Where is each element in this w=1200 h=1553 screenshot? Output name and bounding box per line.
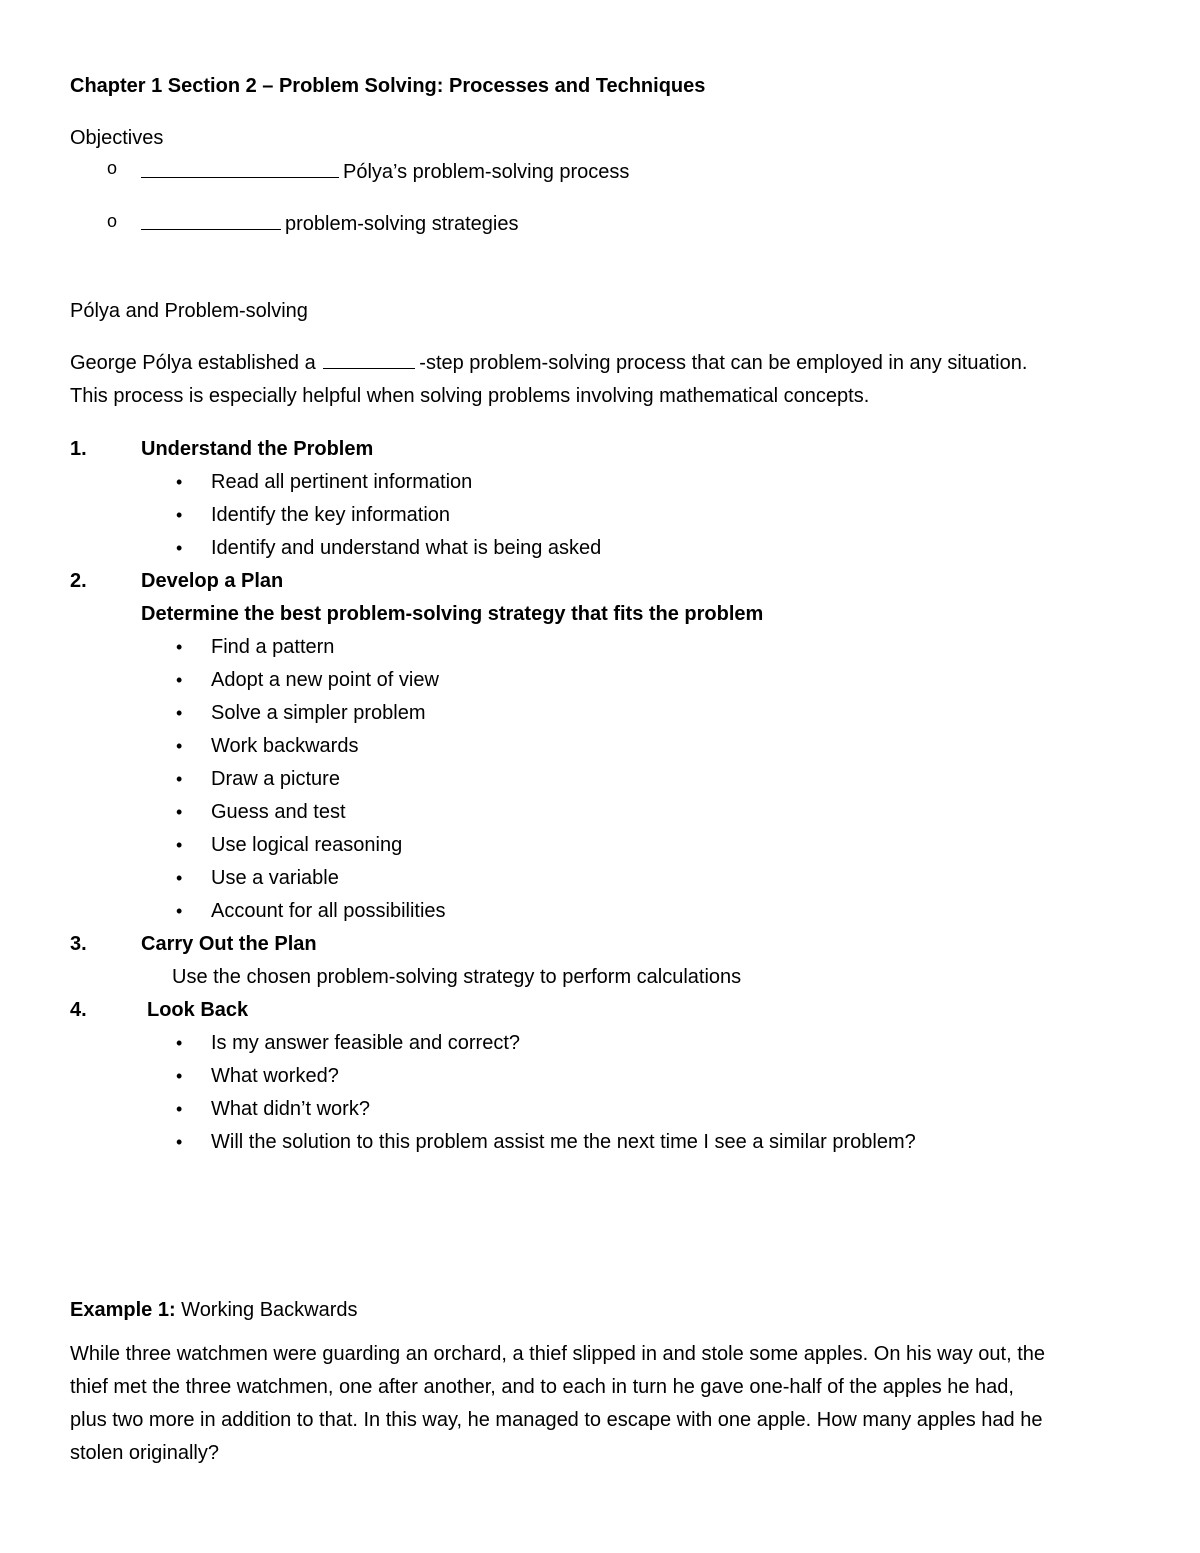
step-number: 3. xyxy=(70,933,87,955)
step-subtitle: Determine the best problem-solving strategy that fits the problem xyxy=(141,603,764,625)
objective-marker: o xyxy=(107,158,118,178)
objectives-heading: Objectives xyxy=(70,127,164,149)
example-text-line: thief met the three watchmen, one after another, and to each in turn he gave one-half of the apples he had, xyxy=(70,1376,1014,1398)
example-label: Example 1: xyxy=(70,1299,176,1321)
list-item: Identify and understand what is being asked xyxy=(211,537,602,559)
list-item: Adopt a new point of view xyxy=(211,669,439,691)
example-text-line: While three watchmen were guarding an orchard, a thief slipped in and stole some apples. On his way out, the xyxy=(70,1343,1045,1365)
step-title: Understand the Problem xyxy=(141,438,374,460)
bullet-icon: • xyxy=(176,736,183,756)
list-item: Find a pattern xyxy=(211,636,335,658)
bullet-icon: • xyxy=(176,901,183,921)
list-item: Read all pertinent information xyxy=(211,471,473,493)
objective-label: problem-solving strategies xyxy=(285,213,519,235)
fill-in-blank[interactable] xyxy=(323,350,415,369)
fill-in-blank[interactable] xyxy=(141,211,281,230)
objective-label: Pólya’s problem-solving process xyxy=(343,161,630,183)
intro-paragraph-line xyxy=(70,350,1027,376)
bullet-icon: • xyxy=(176,1033,183,1053)
step-title: Carry Out the Plan xyxy=(141,933,317,955)
bullet-icon: • xyxy=(176,769,183,789)
bullet-icon: • xyxy=(176,472,183,492)
intro-text: George Pólya established a xyxy=(70,352,316,374)
section-heading: Pólya and Problem-solving xyxy=(70,300,308,322)
intro-text: -step problem-solving process that can be employed in any situation. xyxy=(419,352,1028,374)
intro-paragraph-line: This process is especially helpful when solving problems involving mathematical concepts. xyxy=(70,385,870,407)
objective-text xyxy=(141,159,629,185)
list-item: Identify the key information xyxy=(211,504,451,526)
list-item: Use logical reasoning xyxy=(211,834,403,856)
bullet-icon: • xyxy=(176,1066,183,1086)
bullet-icon: • xyxy=(176,637,183,657)
example-topic: Working Backwards xyxy=(181,1299,358,1321)
list-item: Guess and test xyxy=(211,801,346,823)
example-text-line: stolen originally? xyxy=(70,1442,219,1464)
step-number: 2. xyxy=(70,570,87,592)
list-item: Account for all possibilities xyxy=(211,900,446,922)
bullet-icon: • xyxy=(176,868,183,888)
bullet-icon: • xyxy=(176,802,183,822)
list-item: Is my answer feasible and correct? xyxy=(211,1032,521,1054)
bullet-icon: • xyxy=(176,1099,183,1119)
step-title: Look Back xyxy=(147,999,249,1021)
bullet-icon: • xyxy=(176,505,183,525)
bullet-icon: • xyxy=(176,703,183,723)
list-item: Solve a simpler problem xyxy=(211,702,426,724)
list-item: Use a variable xyxy=(211,867,339,889)
step-description: Use the chosen problem-solving strategy to perform calculations xyxy=(172,966,742,988)
step-number: 1. xyxy=(70,438,87,460)
bullet-icon: • xyxy=(176,1132,183,1152)
bullet-icon: • xyxy=(176,538,183,558)
bullet-icon: • xyxy=(176,835,183,855)
list-item: Will the solution to this problem assist me the next time I see a similar problem? xyxy=(211,1131,916,1153)
bullet-icon: • xyxy=(176,670,183,690)
step-title: Develop a Plan xyxy=(141,570,284,592)
list-item: What worked? xyxy=(211,1065,339,1087)
example-text-line: plus two more in addition to that. In this way, he managed to escape with one apple. How many apples had he xyxy=(70,1409,1043,1431)
list-item: What didn’t work? xyxy=(211,1098,370,1120)
list-item: Draw a picture xyxy=(211,768,340,790)
fill-in-blank[interactable] xyxy=(141,159,339,178)
objective-marker: o xyxy=(107,211,118,231)
objective-text xyxy=(141,211,518,237)
list-item: Work backwards xyxy=(211,735,359,757)
example-heading xyxy=(70,1297,358,1323)
step-number: 4. xyxy=(70,999,87,1021)
page-title: Chapter 1 Section 2 – Problem Solving: Processes and Techniques xyxy=(70,75,706,97)
